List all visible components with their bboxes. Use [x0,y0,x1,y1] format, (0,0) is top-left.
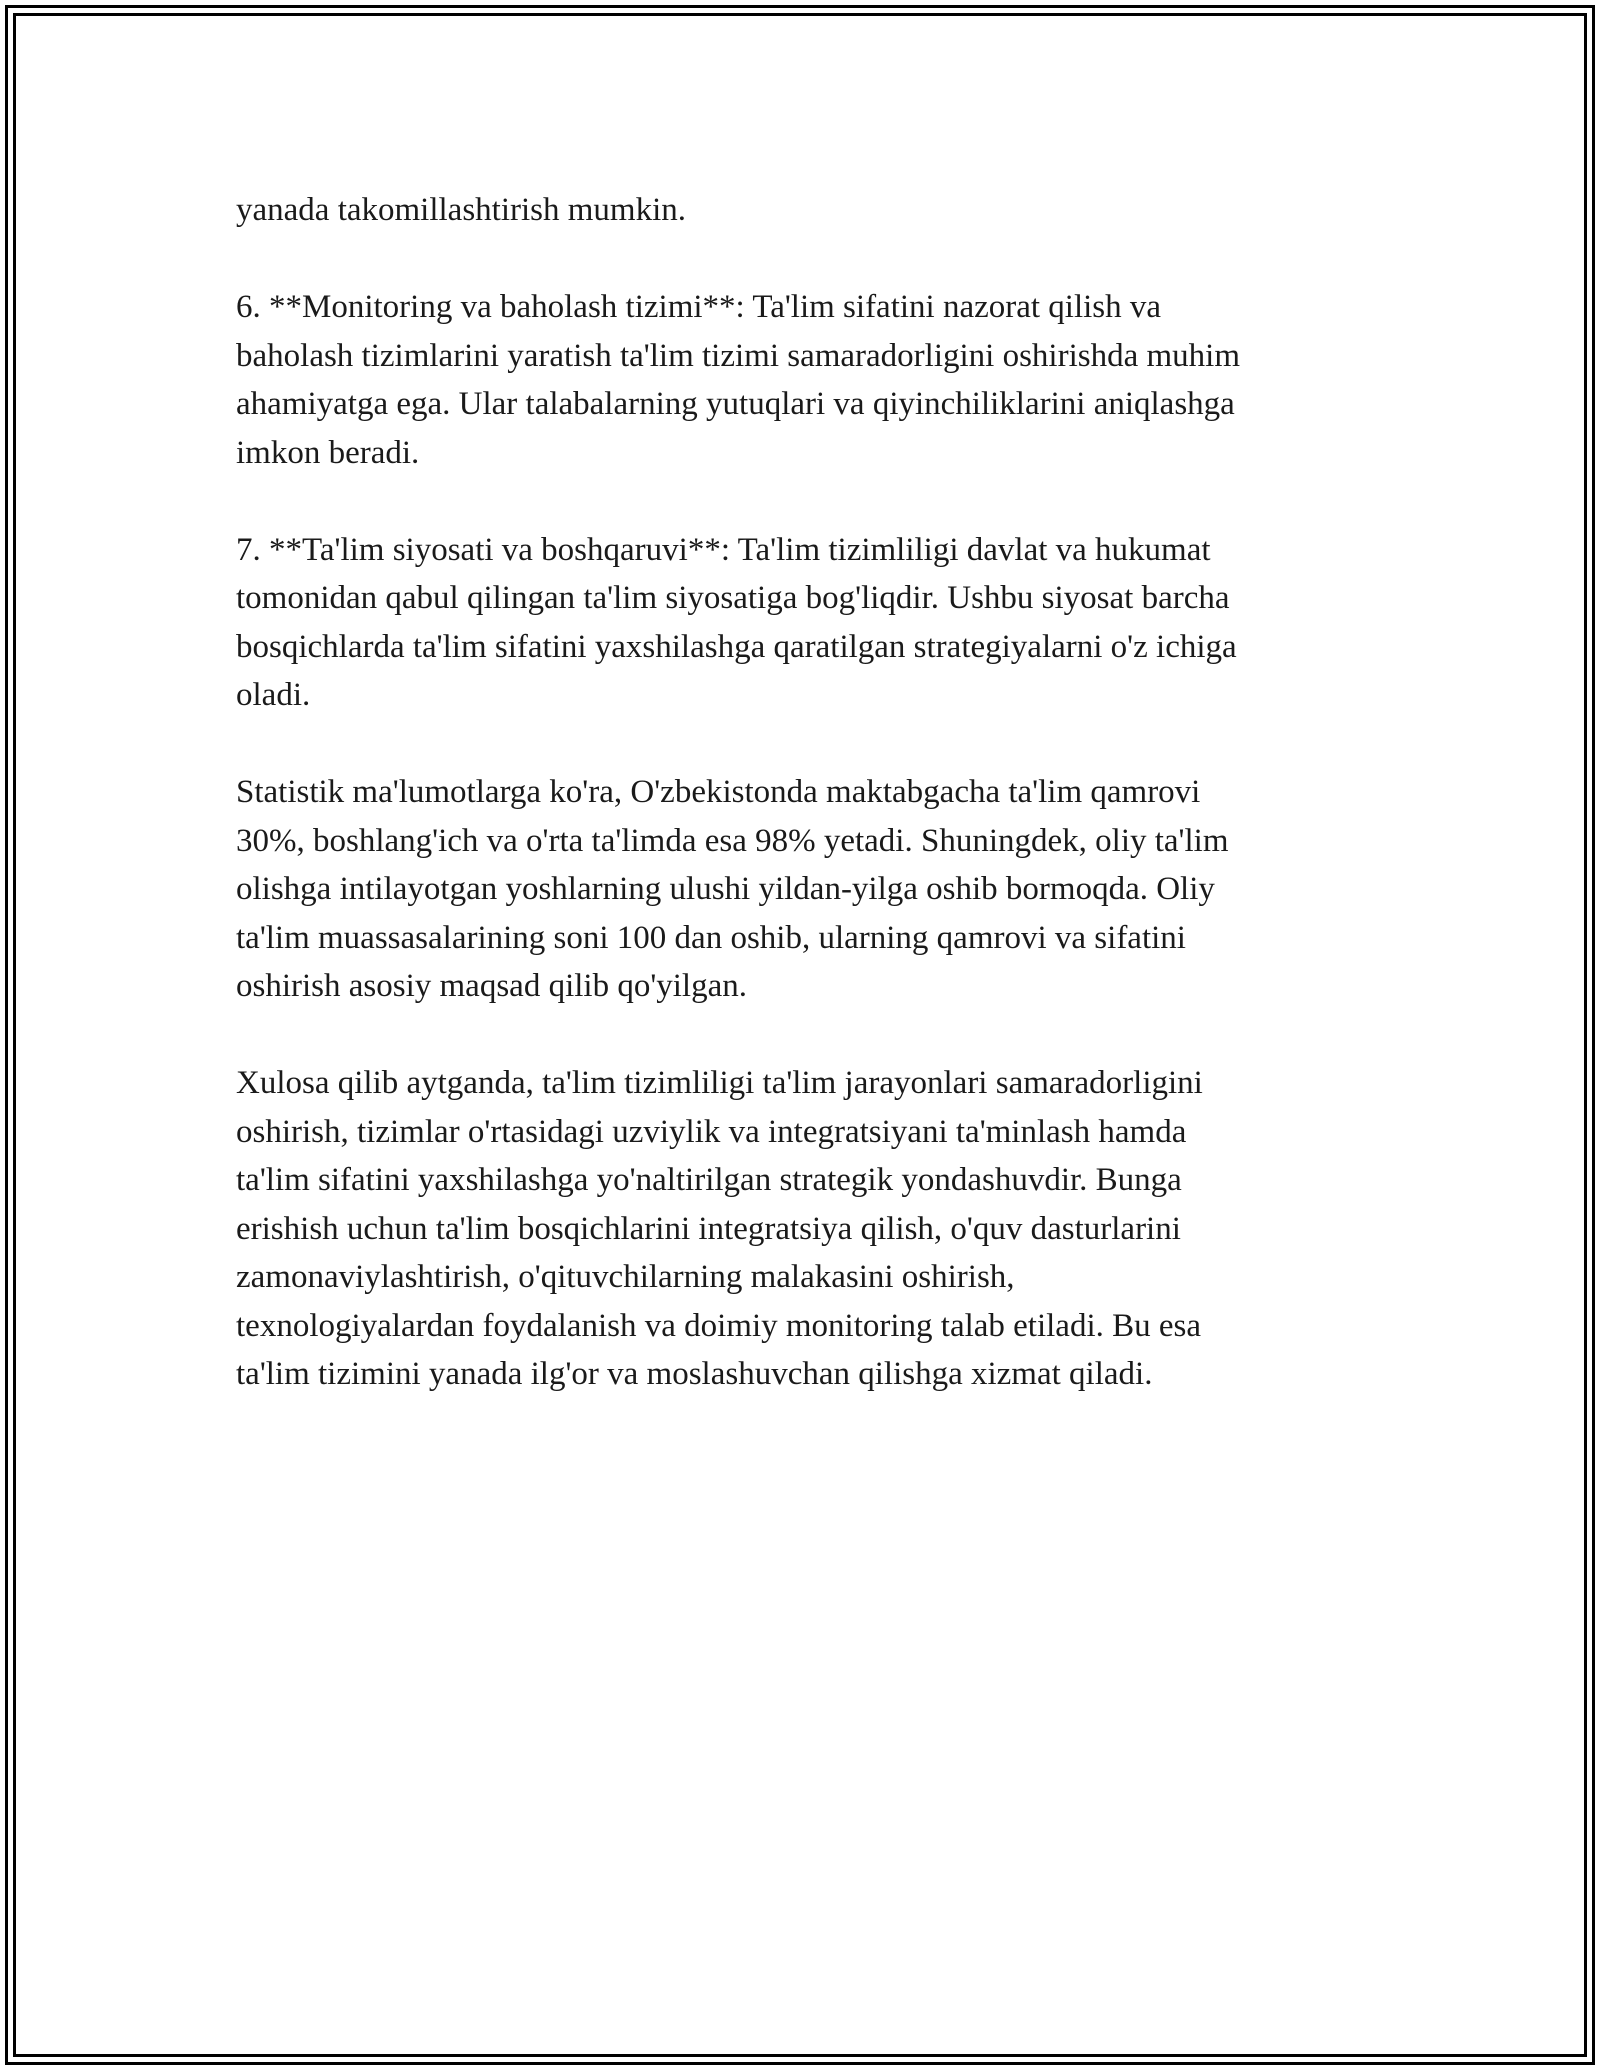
text-line: ta'lim muassasalarining soni 100 dan oshib, ularning qamrovi va sifatini [236,919,1186,956]
text-line: texnologiyalardan foydalanish va doimiy monitoring talab etiladi. Bu esa [236,1307,1202,1344]
text-line: oshirish asosiy maqsad qilib qo'yilgan. [236,968,748,1004]
text-line: tomonidan qabul qilingan ta'lim siyosatiga bog'liqdir. Ushbu siyosat barcha [236,580,1230,616]
text-line: ta'lim sifatini yaxshilashga yo'naltirilgan strategik yondashuvdir. Bunga [236,1162,1182,1198]
paragraph-policy [236,526,1366,720]
text-line: Statistik ma'lumotlarga ko'ra, O'zbekistonda maktabgacha ta'lim qamrovi [236,774,1201,810]
paragraph-statistics [236,768,1366,1011]
text-line: olishga intilayotgan yoshlarning ulushi yildan-yilga oshib bormoqda. Oliy [236,871,1215,907]
text-line: yanada takomillashtirish mumkin. [236,192,687,228]
paragraph-monitoring [236,283,1366,477]
text-line: ta'lim tizimini yanada ilg'or va moslashuvchan qilishga xizmat qiladi. [236,1356,1153,1392]
text-line: 6. **Monitoring va baholash tizimi**: Ta'lim sifatini nazorat qilish va [236,289,1162,325]
text-line: imkon beradi. [236,434,420,471]
text-line: Xulosa qilib aytganda, ta'lim tizimliligi ta'lim jarayonlari samaradorligini [236,1065,1203,1101]
text-line: baholash tizimlarini yaratish ta'lim tizimi samaradorligini oshirishda muhim [236,337,1241,374]
paragraph-conclusion [236,1059,1366,1399]
text-line: ahamiyatga ega. Ular talabalarning yutuqlari va qiyinchiliklarini aniqlashga [236,386,1235,422]
text-line: zamonaviylashtirish, o'qituvchilarning malakasini oshirish, [236,1259,1015,1295]
text-line: oshirish, tizimlar o'rtasidagi uzviylik va integratsiyani ta'minlash hamda [236,1113,1187,1150]
document-body [236,186,1366,1447]
text-line: bosqichlarda ta'lim sifatini yaxshilashga qaratilgan strategiyalarni o'z ichiga [236,628,1237,665]
text-line: oladi. [236,677,311,713]
text-line: 30%, boshlang'ich va o'rta ta'limda esa 98% yetadi. Shuningdek, oliy ta'lim [236,822,1229,859]
text-line: 7. **Ta'lim siyosati va boshqaruvi**: Ta'lim tizimliligi davlat va hukumat [236,531,1211,568]
text-line: erishish uchun ta'lim bosqichlarini integratsiya qilish, o'quv dasturlarini [236,1210,1181,1247]
paragraph-continuation [236,186,1366,235]
